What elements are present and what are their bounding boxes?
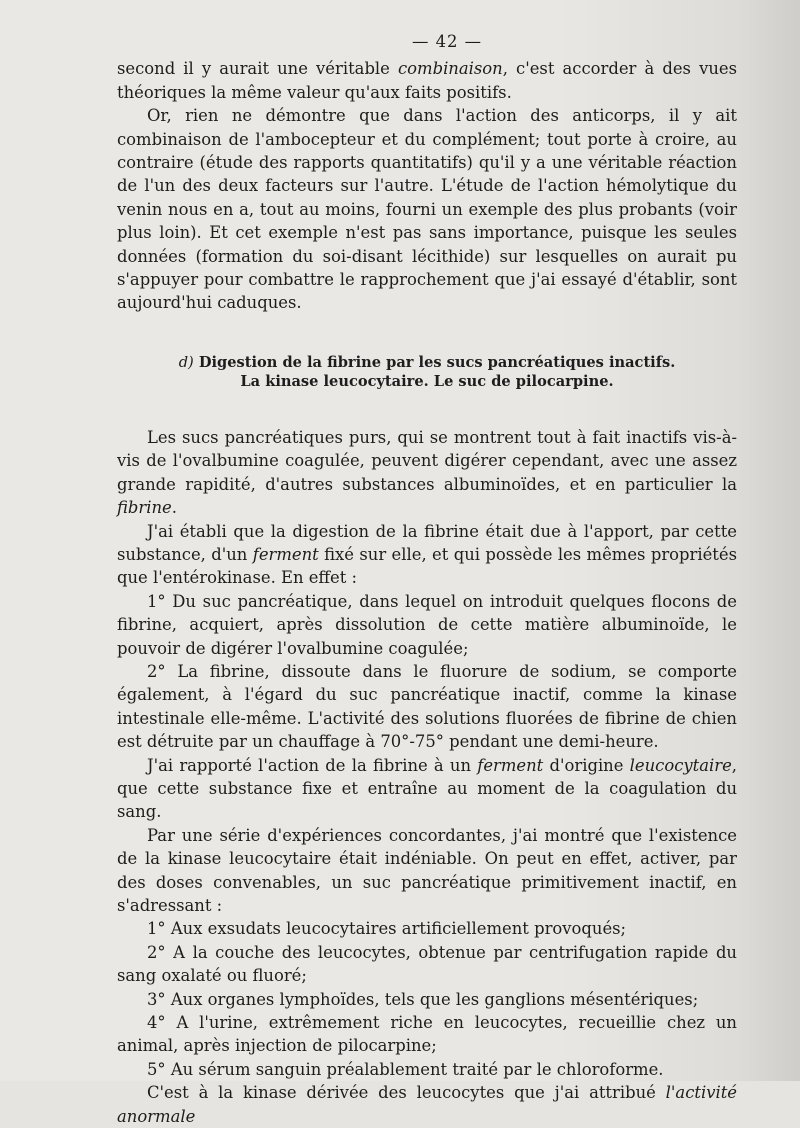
list-item: 1° Du suc pancréatique, dans lequel on introduit quelques flocons de fibrine, acquiert, après dissolution de cette matière albuminoïde, le pouvoir de digérer l'ovalbumine coagulée; [117,591,737,658]
emphasis: leucocytaire [629,755,732,775]
paragraph-intro [117,57,737,104]
emphasis: combinaison [397,59,503,79]
emphasis: fibrine [117,498,172,518]
text-run: fixé sur elle, et qui possède les mêmes propriétés que l'entérokinase. En effet : [117,544,737,588]
heading-title: Digestion de la fibrine par les sucs pancréatiques inactifs. [198,353,676,371]
text-run: J'ai rapporté l'action de la fibrine à un [147,755,478,775]
text-run: d'origine [543,755,630,775]
paragraph-sucs [117,426,737,520]
paragraph-etabli [117,520,737,590]
heading-label: d) [178,353,194,371]
paragraph-serie: Par une série d'expériences concordantes, j'ai montré que l'existence de la kinase leucocytaire était indéniable. On peut en effet, activer, par des doses convenables, un suc pancréatique primitivement inactif, en s'adressant : [117,825,737,915]
list-item: 5° Au sérum sanguin préalablement traité par le chloroforme. [147,1059,664,1079]
paragraph-rapporte [117,754,737,824]
text-run: , c'est accorder à des vues théoriques la même valeur qu'aux faits positifs. [117,59,737,102]
emphasis: ferment [252,544,319,564]
list-item: 3° Aux organes lymphoïdes, tels que les ganglions mésentériques; [147,989,699,1009]
page-text [117,30,737,1128]
text-run: Les sucs pancréatiques purs, qui se montrent tout à fait inactifs vis-à-vis de l'ovalbumine coagulée, peuvent digérer cependant, avec une assez grande rapidité, d'autres substances albuminoïdes, et en particulier la [117,427,737,494]
section-heading [117,353,737,391]
paragraph-or: Or, rien ne démontre que dans l'action des anticorps, il y ait combinaison de l'ambocepteur et du complément; tout porte à croire, au contraire (étude des rapports quantitatifs) qu'il y a une véritable réaction de l'un des deux facteurs sur l'autre. L'étude de l'action hémolytique du venin nous en a, tout au moins, fourni un exemple des plus probants (voir plus loin). Et cet exemple n'est pas sans importance, puisque les seules données (formation du soi-disant lécithide) sur lesquelles on aurait pu s'appuyer pour combattre le rapprochement que j'ai essayé d'établir, sont aujourd'hui caduques. [117,106,737,313]
text-run: , que cette substance fixe et entraîne au moment de la coagulation du sang. [117,755,738,822]
text-run: . [171,498,177,518]
heading-line-2: La kinase leucocytaire. Le suc de pilocarpine. [240,372,614,390]
page-number: — 42 — [411,32,483,51]
heading-line-1 [117,353,737,372]
list-item: 2° A la couche des leucocytes, obtenue par centrifugation rapide du sang oxalaté ou fluoré; [117,942,737,986]
paragraph-final [117,1081,737,1128]
emphasis: ferment [477,755,544,775]
text-run: second il y aurait une véritable [117,59,398,79]
list-item: 1° Aux exsudats leucocytaires artificiellement provoqués; [147,919,627,939]
list-item: 2° La fibrine, dissoute dans le fluorure de sodium, se comporte également, à l'égard du suc pancréatique inactif, comme la kinase intestinale elle-même. L'activité des solutions fluorées de fibrine de chien est détruite par un chauffage à 70°-75° pendant une demi-heure. [117,661,737,752]
list-item: 4° A l'urine, extrêmement riche en leucocytes, recueillie chez un animal, après injection de pilocarpine; [117,1013,737,1056]
emphasis: l'activité anormale [117,1083,737,1126]
text-run: C'est à la kinase dérivée des leucocytes que j'ai attribué [147,1083,666,1103]
text-run: J'ai établi que la digestion de la fibrine était due à l'apport, par cette substance, d'un [117,521,737,564]
